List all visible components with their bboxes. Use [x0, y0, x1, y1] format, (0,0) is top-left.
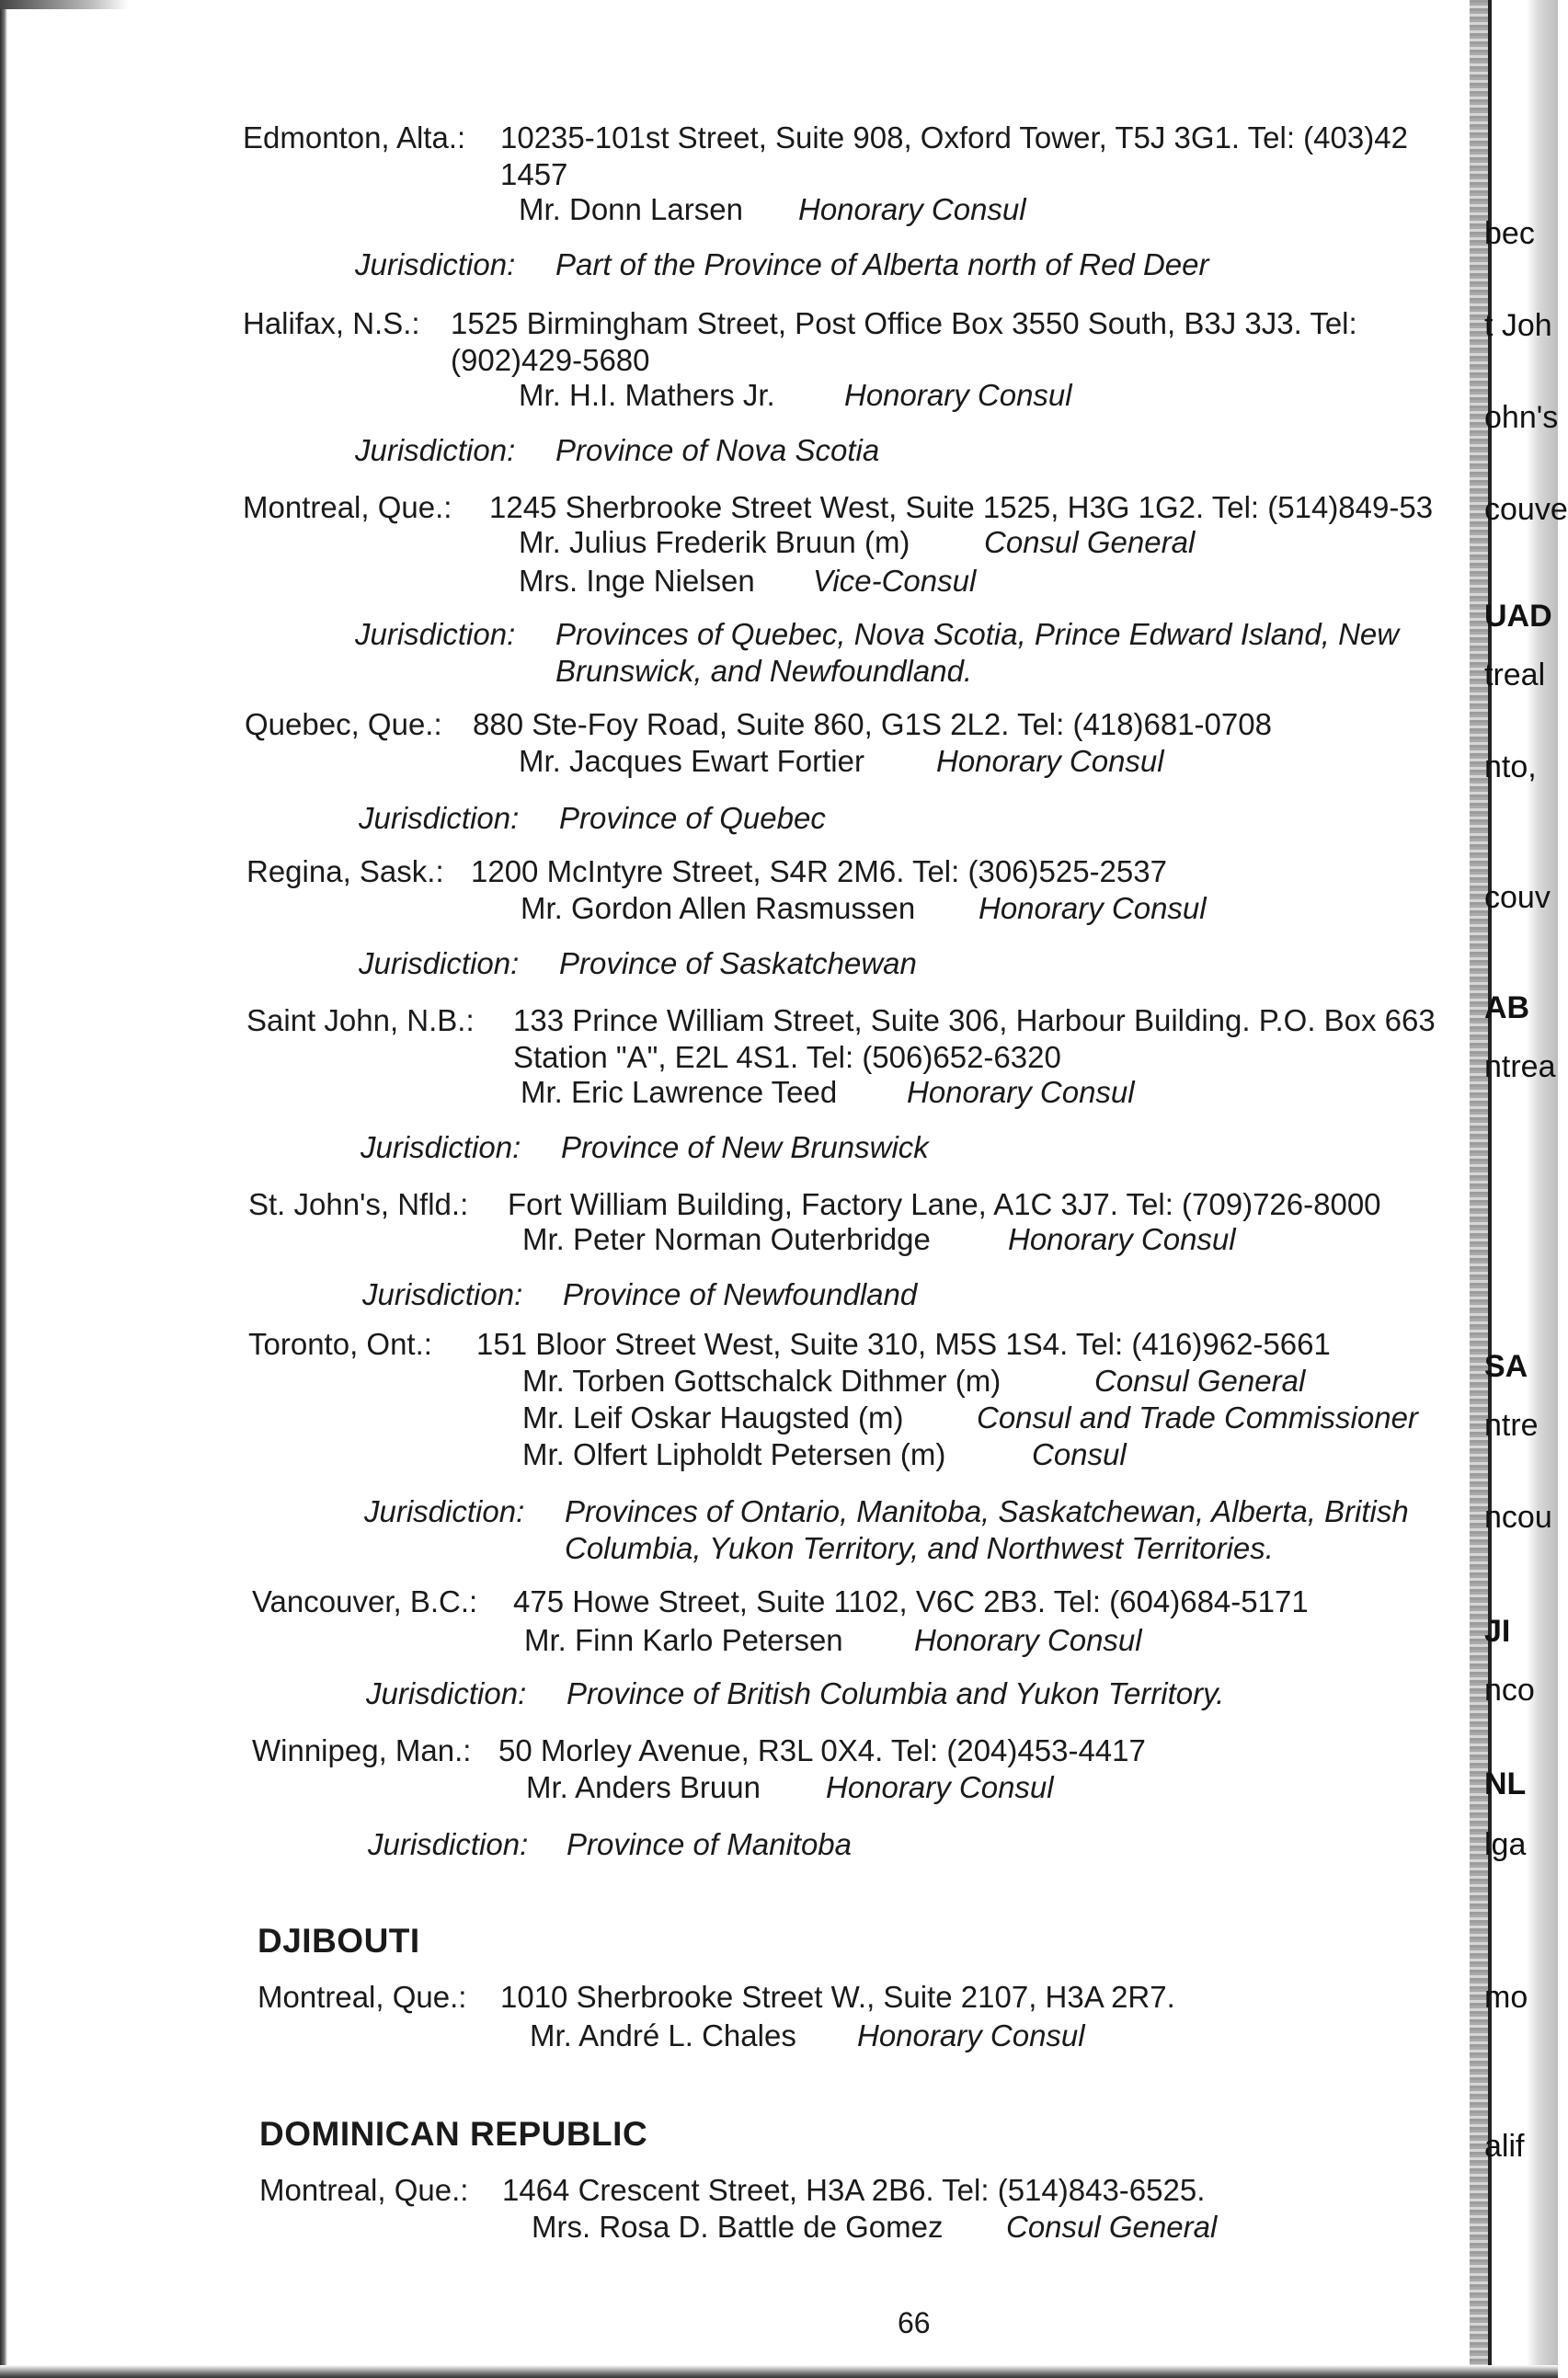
entry-address-cont: 1457 [500, 157, 568, 191]
official-title: Honorary Consul [936, 744, 1164, 778]
adjacent-page-fragment: AB [1484, 990, 1530, 1025]
entry-city: Winnipeg, Man.: [252, 1733, 472, 1767]
jurisdiction-label: Jurisdiction: [359, 801, 520, 835]
adjacent-page-edge [1527, 0, 1558, 2378]
official-name: Mr. Julius Frederik Bruun (m) [519, 525, 910, 559]
official-title: Honorary Consul [798, 192, 1026, 226]
official-title: Honorary Consul [844, 378, 1072, 412]
official-name: Mr. Leif Oskar Haugsted (m) [522, 1401, 904, 1435]
binding-gutter [1470, 0, 1490, 2378]
jurisdiction-text: Part of the Province of Alberta north of Red Deer [555, 247, 1209, 281]
scan-left-edge [0, 0, 7, 2378]
scan-bottom-edge [0, 2365, 1558, 2378]
entry-city: Saint John, N.B.: [246, 1003, 475, 1037]
entry-city: Edmonton, Alta.: [243, 120, 466, 154]
adjacent-page-fragment: mo [1484, 1980, 1528, 2015]
jurisdiction-text: Province of Nova Scotia [555, 433, 880, 467]
entry-address: 1464 Crescent Street, H3A 2B6. Tel: (514)843-6525. [502, 2173, 1206, 2207]
adjacent-page-fragment: ntrea [1484, 1049, 1556, 1084]
jurisdiction-label: Jurisdiction: [361, 1130, 521, 1164]
official-title: Honorary Consul [907, 1075, 1135, 1109]
jurisdiction-text: Province of Saskatchewan [559, 946, 917, 980]
official-name: Mr. Gordon Allen Rasmussen [521, 891, 916, 925]
entry-city: Regina, Sask.: [246, 854, 444, 888]
adjacent-page-fragment: JI [1484, 1614, 1511, 1649]
entry-address: 151 Bloor Street West, Suite 310, M5S 1S4. Tel: (416)962-5661 [476, 1327, 1331, 1361]
country-heading: DOMINICAN REPUBLIC [259, 2115, 648, 2153]
entry-address: 10235-101st Street, Suite 908, Oxford Tower, T5J 3G1. Tel: (403)42 [500, 120, 1408, 154]
official-name: Mrs. Rosa D. Battle de Gomez [532, 2210, 944, 2244]
country-heading: DJIBOUTI [258, 1922, 420, 1960]
jurisdiction-label: Jurisdiction: [355, 433, 516, 467]
official-title: Consul and Trade Commissioner [977, 1401, 1418, 1435]
official-title: Honorary Consul [857, 2018, 1085, 2052]
official-title: Honorary Consul [914, 1623, 1142, 1657]
adjacent-page-fragment: ohn's [1484, 400, 1559, 435]
official-title: Consul General [1006, 2210, 1218, 2244]
jurisdiction-text: Province of New Brunswick [561, 1130, 929, 1164]
official-name: Mr. Torben Gottschalck Dithmer (m) [522, 1364, 1001, 1398]
adjacent-page-fragment: treal [1484, 657, 1546, 692]
entry-address: 880 Ste-Foy Road, Suite 860, G1S 2L2. Tel: (418)681-0708 [473, 707, 1272, 741]
entry-city: Montreal, Que.: [243, 490, 452, 524]
jurisdiction-label: Jurisdiction: [355, 247, 516, 281]
official-title: Consul General [984, 525, 1196, 559]
entry-address: 1525 Birmingham Street, Post Office Box 3550 South, B3J 3J3. Tel: [451, 306, 1357, 340]
entry-address: 475 Howe Street, Suite 1102, V6C 2B3. Tel: (604)684-5171 [513, 1584, 1309, 1618]
jurisdiction-label: Jurisdiction: [368, 1827, 529, 1861]
official-name: Mrs. Inge Nielsen [519, 564, 755, 598]
entry-address: 1245 Sherbrooke Street West, Suite 1525, H3G 1G2. Tel: (514)849-53 [489, 490, 1434, 524]
entry-city: Montreal, Que.: [258, 1980, 467, 2014]
adjacent-page-fragment: lga [1484, 1827, 1527, 1862]
official-name: Mr. André L. Chales [530, 2018, 796, 2052]
entry-address-cont: Station "A", E2L 4S1. Tel: (506)652-6320 [513, 1040, 1061, 1074]
adjacent-page-fragment: SA [1484, 1349, 1528, 1384]
official-title: Consul General [1094, 1364, 1306, 1398]
adjacent-page-fragment: bec [1484, 216, 1535, 251]
jurisdiction-label: Jurisdiction: [364, 1494, 525, 1528]
official-title: Honorary Consul [826, 1770, 1054, 1804]
adjacent-page-fragment: UAD [1484, 599, 1552, 634]
entry-address-cont: (902)429-5680 [451, 343, 650, 377]
adjacent-page-fragment: NL [1484, 1766, 1527, 1801]
adjacent-page-fragment: ntre [1484, 1408, 1539, 1443]
entry-address: 133 Prince William Street, Suite 306, Harbour Building. P.O. Box 663 [513, 1003, 1436, 1037]
adjacent-page-fragment: nco [1484, 1673, 1535, 1708]
jurisdiction-text: Province of Quebec [559, 801, 826, 835]
jurisdiction-label: Jurisdiction: [366, 1676, 527, 1710]
adjacent-page-fragment: couv [1484, 880, 1551, 915]
official-title: Vice-Consul [813, 564, 977, 598]
jurisdiction-text: Province of Newfoundland [563, 1277, 918, 1311]
entry-city: Toronto, Ont.: [248, 1327, 432, 1361]
entry-address: 50 Morley Avenue, R3L 0X4. Tel: (204)453-4417 [498, 1733, 1146, 1767]
jurisdiction-text: Provinces of Ontario, Manitoba, Saskatchewan, Alberta, British [565, 1494, 1409, 1528]
jurisdiction-text: Province of Manitoba [567, 1827, 853, 1861]
adjacent-page-fragment: t Joh [1484, 308, 1552, 343]
official-title: Honorary Consul [1008, 1222, 1236, 1256]
entry-address: Fort William Building, Factory Lane, A1C 3J7. Tel: (709)726-8000 [508, 1187, 1381, 1221]
official-name: Mr. Finn Karlo Petersen [524, 1623, 843, 1657]
jurisdiction-text-cont: Brunswick, and Newfoundland. [555, 654, 973, 688]
adjacent-page-fragment: ncou [1484, 1500, 1552, 1535]
jurisdiction-label: Jurisdiction: [362, 1277, 523, 1311]
official-name: Mr. Olfert Lipholdt Petersen (m) [522, 1437, 946, 1471]
entry-address: 1010 Sherbrooke Street W., Suite 2107, H3A 2R7. [500, 1980, 1175, 2014]
binding-gutter-line [1488, 0, 1492, 2378]
entry-city: St. John's, Nfld.: [248, 1187, 469, 1221]
adjacent-page-fragment: alif [1484, 2129, 1525, 2164]
jurisdiction-label: Jurisdiction: [359, 946, 520, 980]
page-number: 66 [898, 2306, 931, 2339]
official-title: Honorary Consul [979, 891, 1207, 925]
entry-city: Quebec, Que.: [245, 707, 442, 741]
official-name: Mr. Peter Norman Outerbridge [522, 1222, 931, 1256]
jurisdiction-text: Provinces of Quebec, Nova Scotia, Prince Edward Island, New [555, 617, 1400, 651]
official-name: Mr. Eric Lawrence Teed [521, 1075, 838, 1109]
official-title: Consul [1032, 1437, 1127, 1471]
official-name: Mr. Jacques Ewart Fortier [519, 744, 864, 778]
jurisdiction-text: Province of British Columbia and Yukon Territory. [567, 1676, 1225, 1710]
adjacent-page-fragment: couve [1484, 492, 1568, 527]
scan-top-smudge [0, 0, 129, 9]
jurisdiction-text-cont: Columbia, Yukon Territory, and Northwest Territories. [565, 1531, 1274, 1565]
entry-city: Montreal, Que.: [259, 2173, 469, 2207]
official-name: Mr. Donn Larsen [519, 192, 743, 226]
jurisdiction-label: Jurisdiction: [355, 617, 516, 651]
official-name: Mr. Anders Bruun [526, 1770, 761, 1804]
entry-city: Vancouver, B.C.: [252, 1584, 478, 1618]
entry-city: Halifax, N.S.: [243, 306, 420, 340]
entry-address: 1200 McIntyre Street, S4R 2M6. Tel: (306)525-2537 [471, 854, 1167, 888]
adjacent-page-fragment: nto, [1484, 749, 1537, 784]
official-name: Mr. H.I. Mathers Jr. [519, 378, 775, 412]
